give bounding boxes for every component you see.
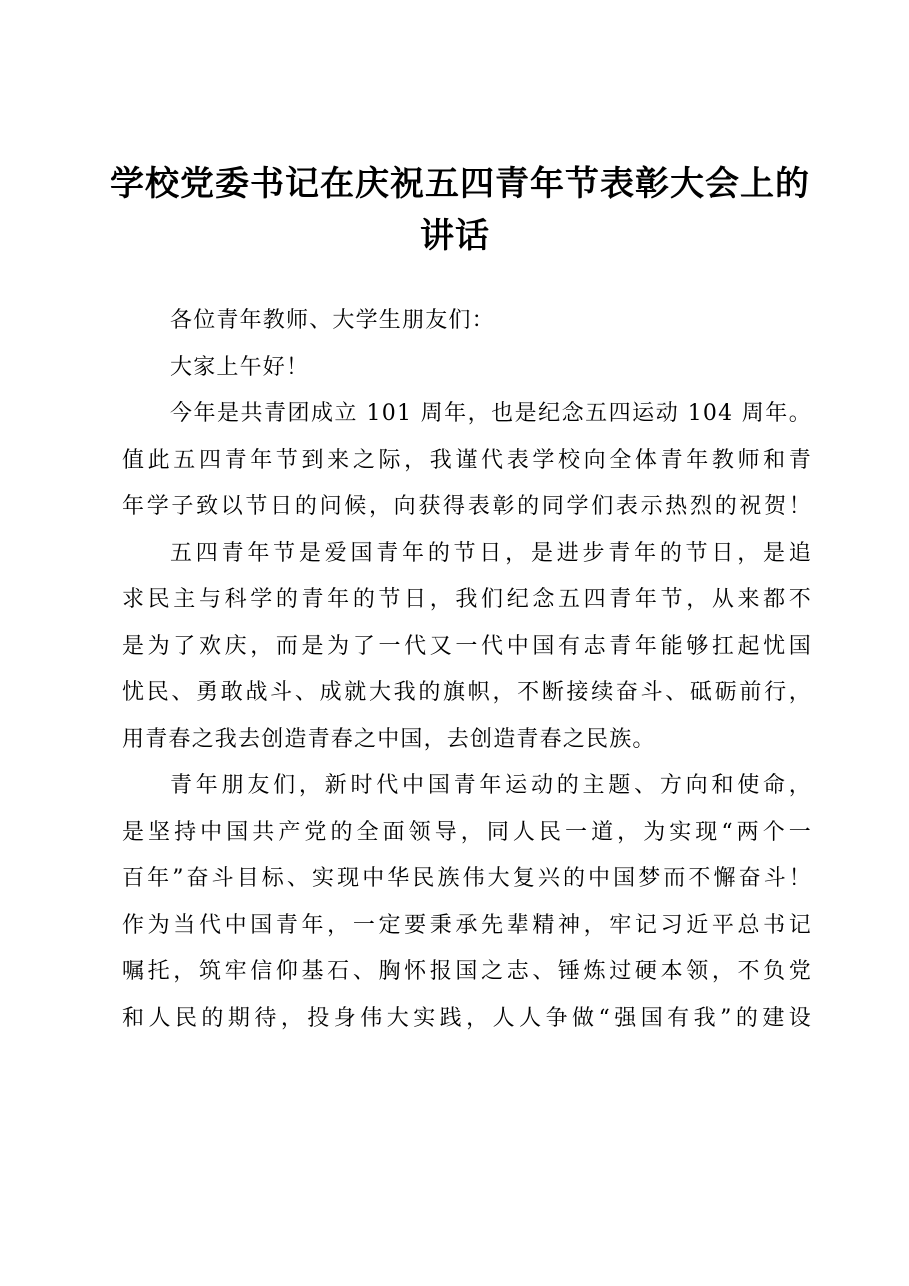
paragraph-line: 用青春之我去创造青春之中国，去创造青春之民族。 <box>122 726 656 752</box>
document-body <box>122 298 812 1042</box>
paragraph-line: 今年是共青团成立 101 周年，也是纪念五四运动 104 周年。 <box>170 401 812 426</box>
paragraph-line: 百年”奋斗目标、实现中华民族伟大复兴的中国梦而不懈奋斗！ <box>122 866 812 891</box>
document-title <box>110 158 810 262</box>
title-line-2: 讲话 <box>420 216 490 256</box>
paragraph-line: 求民主与科学的青年的节日，我们纪念五四青年节，从来都不 <box>122 587 812 612</box>
paragraph-line: 五四青年节是爱国青年的节日，是进步青年的节日，是追 <box>170 540 812 566</box>
paragraph-line: 忧民、勇敢战斗、成就大我的旗帜，不断接续奋斗、砥砺前行， <box>122 680 812 705</box>
greeting-line: 大家上午好！ <box>170 354 310 380</box>
paragraph-line: 是为了欢庆，而是为了一代又一代中国有志青年能够扛起忧国 <box>122 633 812 659</box>
paragraph-line: 年学子致以节日的问候，向获得表彰的同学们表示热烈的祝贺！ <box>122 494 812 519</box>
salutation-line: 各位青年教师、大学生朋友们： <box>170 308 495 333</box>
paragraph-line: 和人民的期待，投身伟大实践，人人争做“强国有我”的建设 <box>122 1005 812 1031</box>
title-line-1: 学校党委书记在庆祝五四青年节表彰大会上的 <box>110 164 810 204</box>
paragraph-line: 嘱托，筑牢信仰基石、胸怀报国之志、锤炼过硬本领，不负党 <box>122 959 812 984</box>
paragraph-line: 作为当代中国青年，一定要秉承先辈精神，牢记习近平总书记 <box>122 912 812 938</box>
paragraph-line: 青年朋友们，新时代中国青年运动的主题、方向和使命， <box>170 773 812 798</box>
paragraph-line: 值此五四青年节到来之际，我谨代表学校向全体青年教师和青 <box>122 447 812 473</box>
paragraph-line: 是坚持中国共产党的全面领导，同人民一道，为实现“两个一 <box>122 819 812 845</box>
